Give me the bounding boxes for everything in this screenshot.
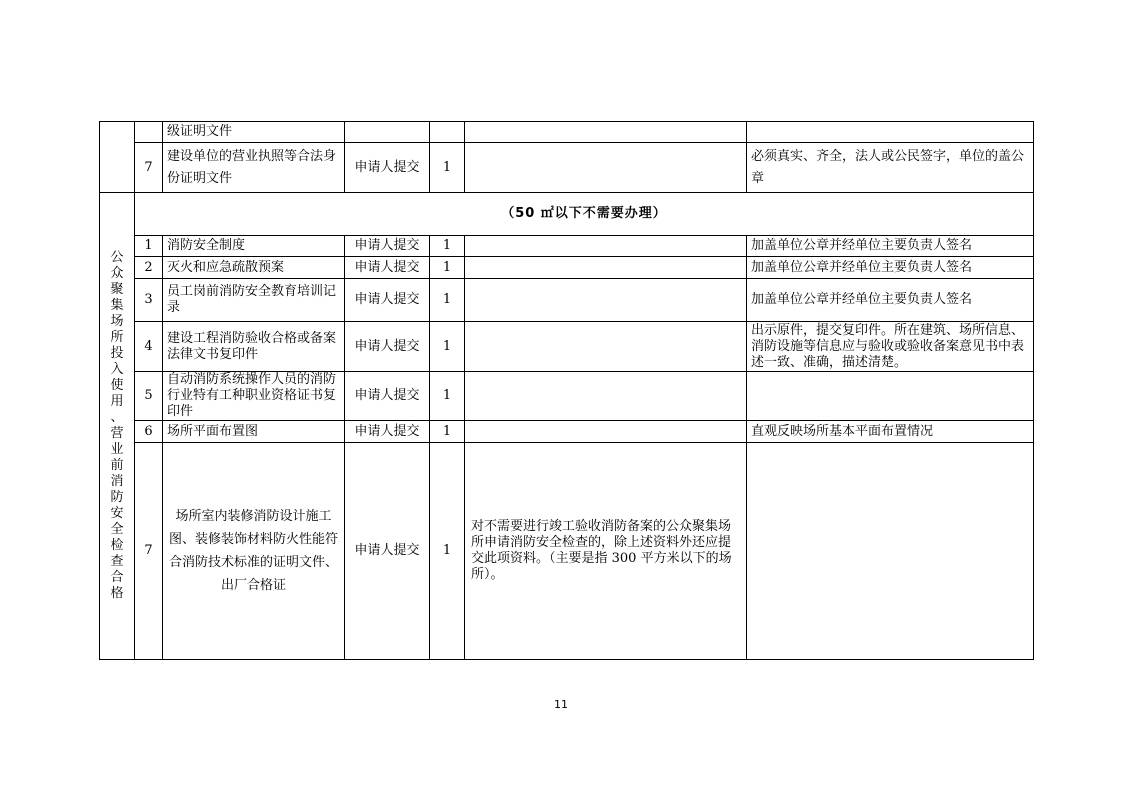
requirement: 加盖单位公章并经单位主要负责人签名: [747, 236, 1034, 257]
material-name: 灭火和应急疏散预案: [163, 257, 345, 279]
submit-method: [345, 122, 430, 143]
row-number: 4: [135, 322, 163, 372]
requirement: 必须真实、齐全，法人或公民签字，单位的盖公章: [747, 143, 1034, 193]
row-number: 3: [135, 279, 163, 322]
section-title-char: 合: [110, 570, 124, 585]
table-row: [100, 372, 1034, 421]
section-title-char: 场: [110, 314, 124, 329]
section-title-char: 聚: [110, 282, 124, 297]
table-row: [100, 279, 1034, 322]
requirement: 出示原件，提交复印件。所在建筑、场所信息、消防设施等信息应与验收或验收备案意见书中表述一致、准确，描述清楚。: [747, 322, 1034, 372]
material-name: 员工岗前消防安全教育培训记录: [163, 279, 345, 322]
submit-method: 申请人提交: [345, 279, 430, 322]
section-title-char: 格: [110, 586, 124, 601]
section-title-char: 消: [110, 474, 124, 489]
table-row: [100, 122, 1034, 143]
materials-table: [99, 121, 1034, 660]
requirement: 加盖单位公章并经单位主要负责人签名: [747, 279, 1034, 322]
row-number: [135, 122, 163, 143]
section-title-char: 检: [110, 538, 124, 553]
section-title-char: 防: [110, 490, 124, 505]
section-title: [100, 193, 135, 660]
material-name: 场所平面布置图: [163, 421, 345, 443]
copies: [430, 122, 465, 143]
row-number: 2: [135, 257, 163, 279]
section-title-char: 所: [110, 330, 124, 345]
remark: [465, 421, 747, 443]
material-name: 自动消防系统操作人员的消防行业特有工种职业资格证书复印件: [163, 372, 345, 421]
table-row: [100, 443, 1034, 660]
remark: [465, 122, 747, 143]
remark: [465, 279, 747, 322]
submit-method: 申请人提交: [345, 322, 430, 372]
section-title-char: 、: [110, 410, 124, 425]
submit-method: 申请人提交: [345, 236, 430, 257]
row-number: 7: [135, 443, 163, 660]
section-title-char: 集: [110, 298, 124, 313]
requirement: [747, 122, 1034, 143]
requirement: [747, 443, 1034, 660]
copies: 1: [430, 421, 465, 443]
table-row: [100, 236, 1034, 257]
material-name: 建设单位的营业执照等合法身份证明文件: [163, 143, 345, 193]
section-title-char: 业: [110, 442, 124, 457]
section-title-char: 查: [110, 554, 124, 569]
row-number: 5: [135, 372, 163, 421]
submit-method: 申请人提交: [345, 257, 430, 279]
copies: 1: [430, 143, 465, 193]
requirement: 直观反映场所基本平面布置情况: [747, 421, 1034, 443]
submit-method: 申请人提交: [345, 421, 430, 443]
table-row: [100, 143, 1034, 193]
material-name: 建设工程消防验收合格或备案法律文书复印件: [163, 322, 345, 372]
copies: 1: [430, 279, 465, 322]
prev-section-cell: [100, 122, 135, 193]
remark: 对不需要进行竣工验收消防备案的公众聚集场所申请消防安全检查的，除上述资料外还应提交此项资料。（主要是指 300 平方米以下的场所）。: [465, 443, 747, 660]
section-title-char: 安: [110, 506, 124, 521]
remark: [465, 143, 747, 193]
section-title-char: 用: [110, 394, 124, 409]
section-banner: （50 ㎡以下不需要办理）: [135, 193, 1034, 236]
row-number: 6: [135, 421, 163, 443]
requirement: [747, 372, 1034, 421]
table-row: [100, 193, 1034, 236]
section-title-char: 投: [110, 346, 124, 361]
table-row: [100, 257, 1034, 279]
copies: 1: [430, 322, 465, 372]
copies: 1: [430, 236, 465, 257]
section-title-char: 前: [110, 458, 124, 473]
material-name: 级证明文件: [163, 122, 345, 143]
copies: 1: [430, 257, 465, 279]
table-row: [100, 421, 1034, 443]
remark: [465, 257, 747, 279]
remark: [465, 322, 747, 372]
requirement: 加盖单位公章并经单位主要负责人签名: [747, 257, 1034, 279]
submit-method: 申请人提交: [345, 372, 430, 421]
section-title-char: 入: [110, 362, 124, 377]
row-number: 7: [135, 143, 163, 193]
material-name: 消防安全制度: [163, 236, 345, 257]
copies: 1: [430, 443, 465, 660]
material-name: 场所室内装修消防设计施工图、装修装饰材料防火性能符合消防技术标准的证明文件、出厂合格证: [163, 443, 345, 660]
submit-method: 申请人提交: [345, 443, 430, 660]
section-title-char: 全: [110, 522, 124, 537]
section-title-char: 使: [110, 378, 124, 393]
submit-method: 申请人提交: [345, 143, 430, 193]
row-number: 1: [135, 236, 163, 257]
copies: 1: [430, 372, 465, 421]
remark: [465, 372, 747, 421]
section-title-char: 众: [110, 266, 124, 281]
section-title-char: 营: [110, 426, 124, 441]
section-title-char: 公: [110, 250, 124, 265]
table-row: [100, 322, 1034, 372]
remark: [465, 236, 747, 257]
page-number: 11: [554, 698, 568, 711]
